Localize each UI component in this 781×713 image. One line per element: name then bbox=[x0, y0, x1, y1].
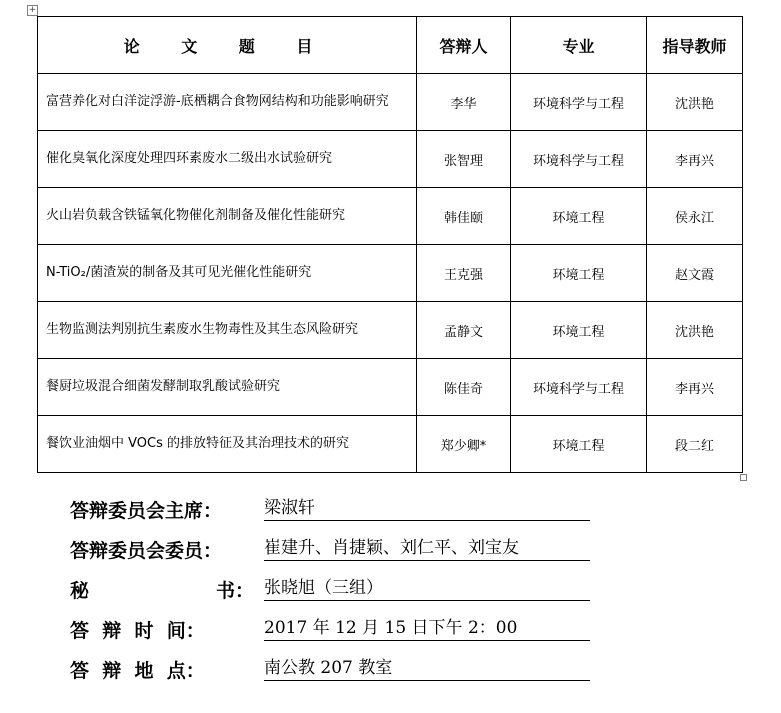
student-cell: 王克强 bbox=[417, 245, 511, 302]
advisor-cell: 赵文霞 bbox=[647, 245, 743, 302]
secretary-label-second: 书： bbox=[216, 580, 255, 602]
committee-info bbox=[70, 490, 600, 690]
advisor-cell: 李再兴 bbox=[647, 359, 743, 416]
thesis-title-cell: 富营养化对白洋淀浮游-底栖耦合食物网结构和功能影响研究 bbox=[38, 74, 417, 131]
thesis-title-cell: 催化臭氧化深度处理四环素废水二级出水试验研究 bbox=[38, 131, 417, 188]
major-cell: 环境工程 bbox=[511, 188, 647, 245]
advisor-cell: 沈洪艳 bbox=[647, 302, 743, 359]
time-label: 答 辩 时 间： bbox=[70, 620, 205, 642]
header-advisor: 指导教师 bbox=[647, 17, 743, 74]
table-row bbox=[38, 188, 743, 245]
student-cell: 张智理 bbox=[417, 131, 511, 188]
student-cell: 韩佳颐 bbox=[417, 188, 511, 245]
table-move-handle-icon[interactable]: + bbox=[28, 5, 37, 15]
place-value: 南公教 207 教室 bbox=[264, 656, 590, 681]
header-major: 专业 bbox=[511, 17, 647, 74]
major-cell: 环境工程 bbox=[511, 302, 647, 359]
student-cell: 陈佳奇 bbox=[417, 359, 511, 416]
major-cell: 环境科学与工程 bbox=[511, 74, 647, 131]
table-row bbox=[38, 74, 743, 131]
header-student: 答辩人 bbox=[417, 17, 511, 74]
defense-time-row bbox=[70, 610, 600, 650]
major-cell: 环境工程 bbox=[511, 245, 647, 302]
table-row bbox=[38, 302, 743, 359]
major-cell: 环境工程 bbox=[511, 416, 647, 473]
chair-label: 答辩委员会主席： bbox=[70, 500, 223, 522]
student-cell: 郑少卿* bbox=[417, 416, 511, 473]
time-value: 2017 年 12 月 15 日下午 2：00 bbox=[264, 616, 590, 641]
advisor-cell: 侯永江 bbox=[647, 188, 743, 245]
defense-place-row bbox=[70, 650, 600, 690]
table-header-row bbox=[38, 17, 743, 74]
student-cell: 孟静文 bbox=[417, 302, 511, 359]
secretary-label-first: 秘 bbox=[70, 580, 90, 602]
major-cell: 环境科学与工程 bbox=[511, 359, 647, 416]
advisor-cell: 李再兴 bbox=[647, 131, 743, 188]
table-row bbox=[38, 245, 743, 302]
major-cell: 环境科学与工程 bbox=[511, 131, 647, 188]
advisor-cell: 段二红 bbox=[647, 416, 743, 473]
thesis-title-cell: N-TiO₂/菌渣炭的制备及其可见光催化性能研究 bbox=[38, 245, 417, 302]
thesis-title-cell: 生物监测法判别抗生素废水生物毒性及其生态风险研究 bbox=[38, 302, 417, 359]
table-row bbox=[38, 416, 743, 473]
header-thesis-title: 论 文 题 目 bbox=[38, 17, 417, 74]
advisor-cell: 沈洪艳 bbox=[647, 74, 743, 131]
table-resize-handle-icon[interactable] bbox=[740, 474, 747, 481]
chair-value: 梁淑轩 bbox=[264, 496, 590, 521]
members-value: 崔建升、肖捷颖、刘仁平、刘宝友 bbox=[264, 536, 590, 561]
student-cell: 李华 bbox=[417, 74, 511, 131]
committee-members-row bbox=[70, 530, 600, 570]
thesis-title-cell: 火山岩负载含铁锰氧化物催化剂制备及催化性能研究 bbox=[38, 188, 417, 245]
members-label: 答辩委员会委员： bbox=[70, 540, 223, 562]
table-row bbox=[38, 131, 743, 188]
secretary-row bbox=[70, 570, 600, 610]
thesis-title-cell: 餐厨垃圾混合细菌发酵制取乳酸试验研究 bbox=[38, 359, 417, 416]
place-label: 答 辩 地 点： bbox=[70, 660, 205, 682]
thesis-title-cell: 餐饮业油烟中 VOCs 的排放特征及其治理技术的研究 bbox=[38, 416, 417, 473]
secretary-value: 张晓旭（三组） bbox=[264, 576, 590, 601]
committee-chair-row bbox=[70, 490, 600, 530]
defense-schedule-table bbox=[37, 16, 743, 473]
table-row bbox=[38, 359, 743, 416]
